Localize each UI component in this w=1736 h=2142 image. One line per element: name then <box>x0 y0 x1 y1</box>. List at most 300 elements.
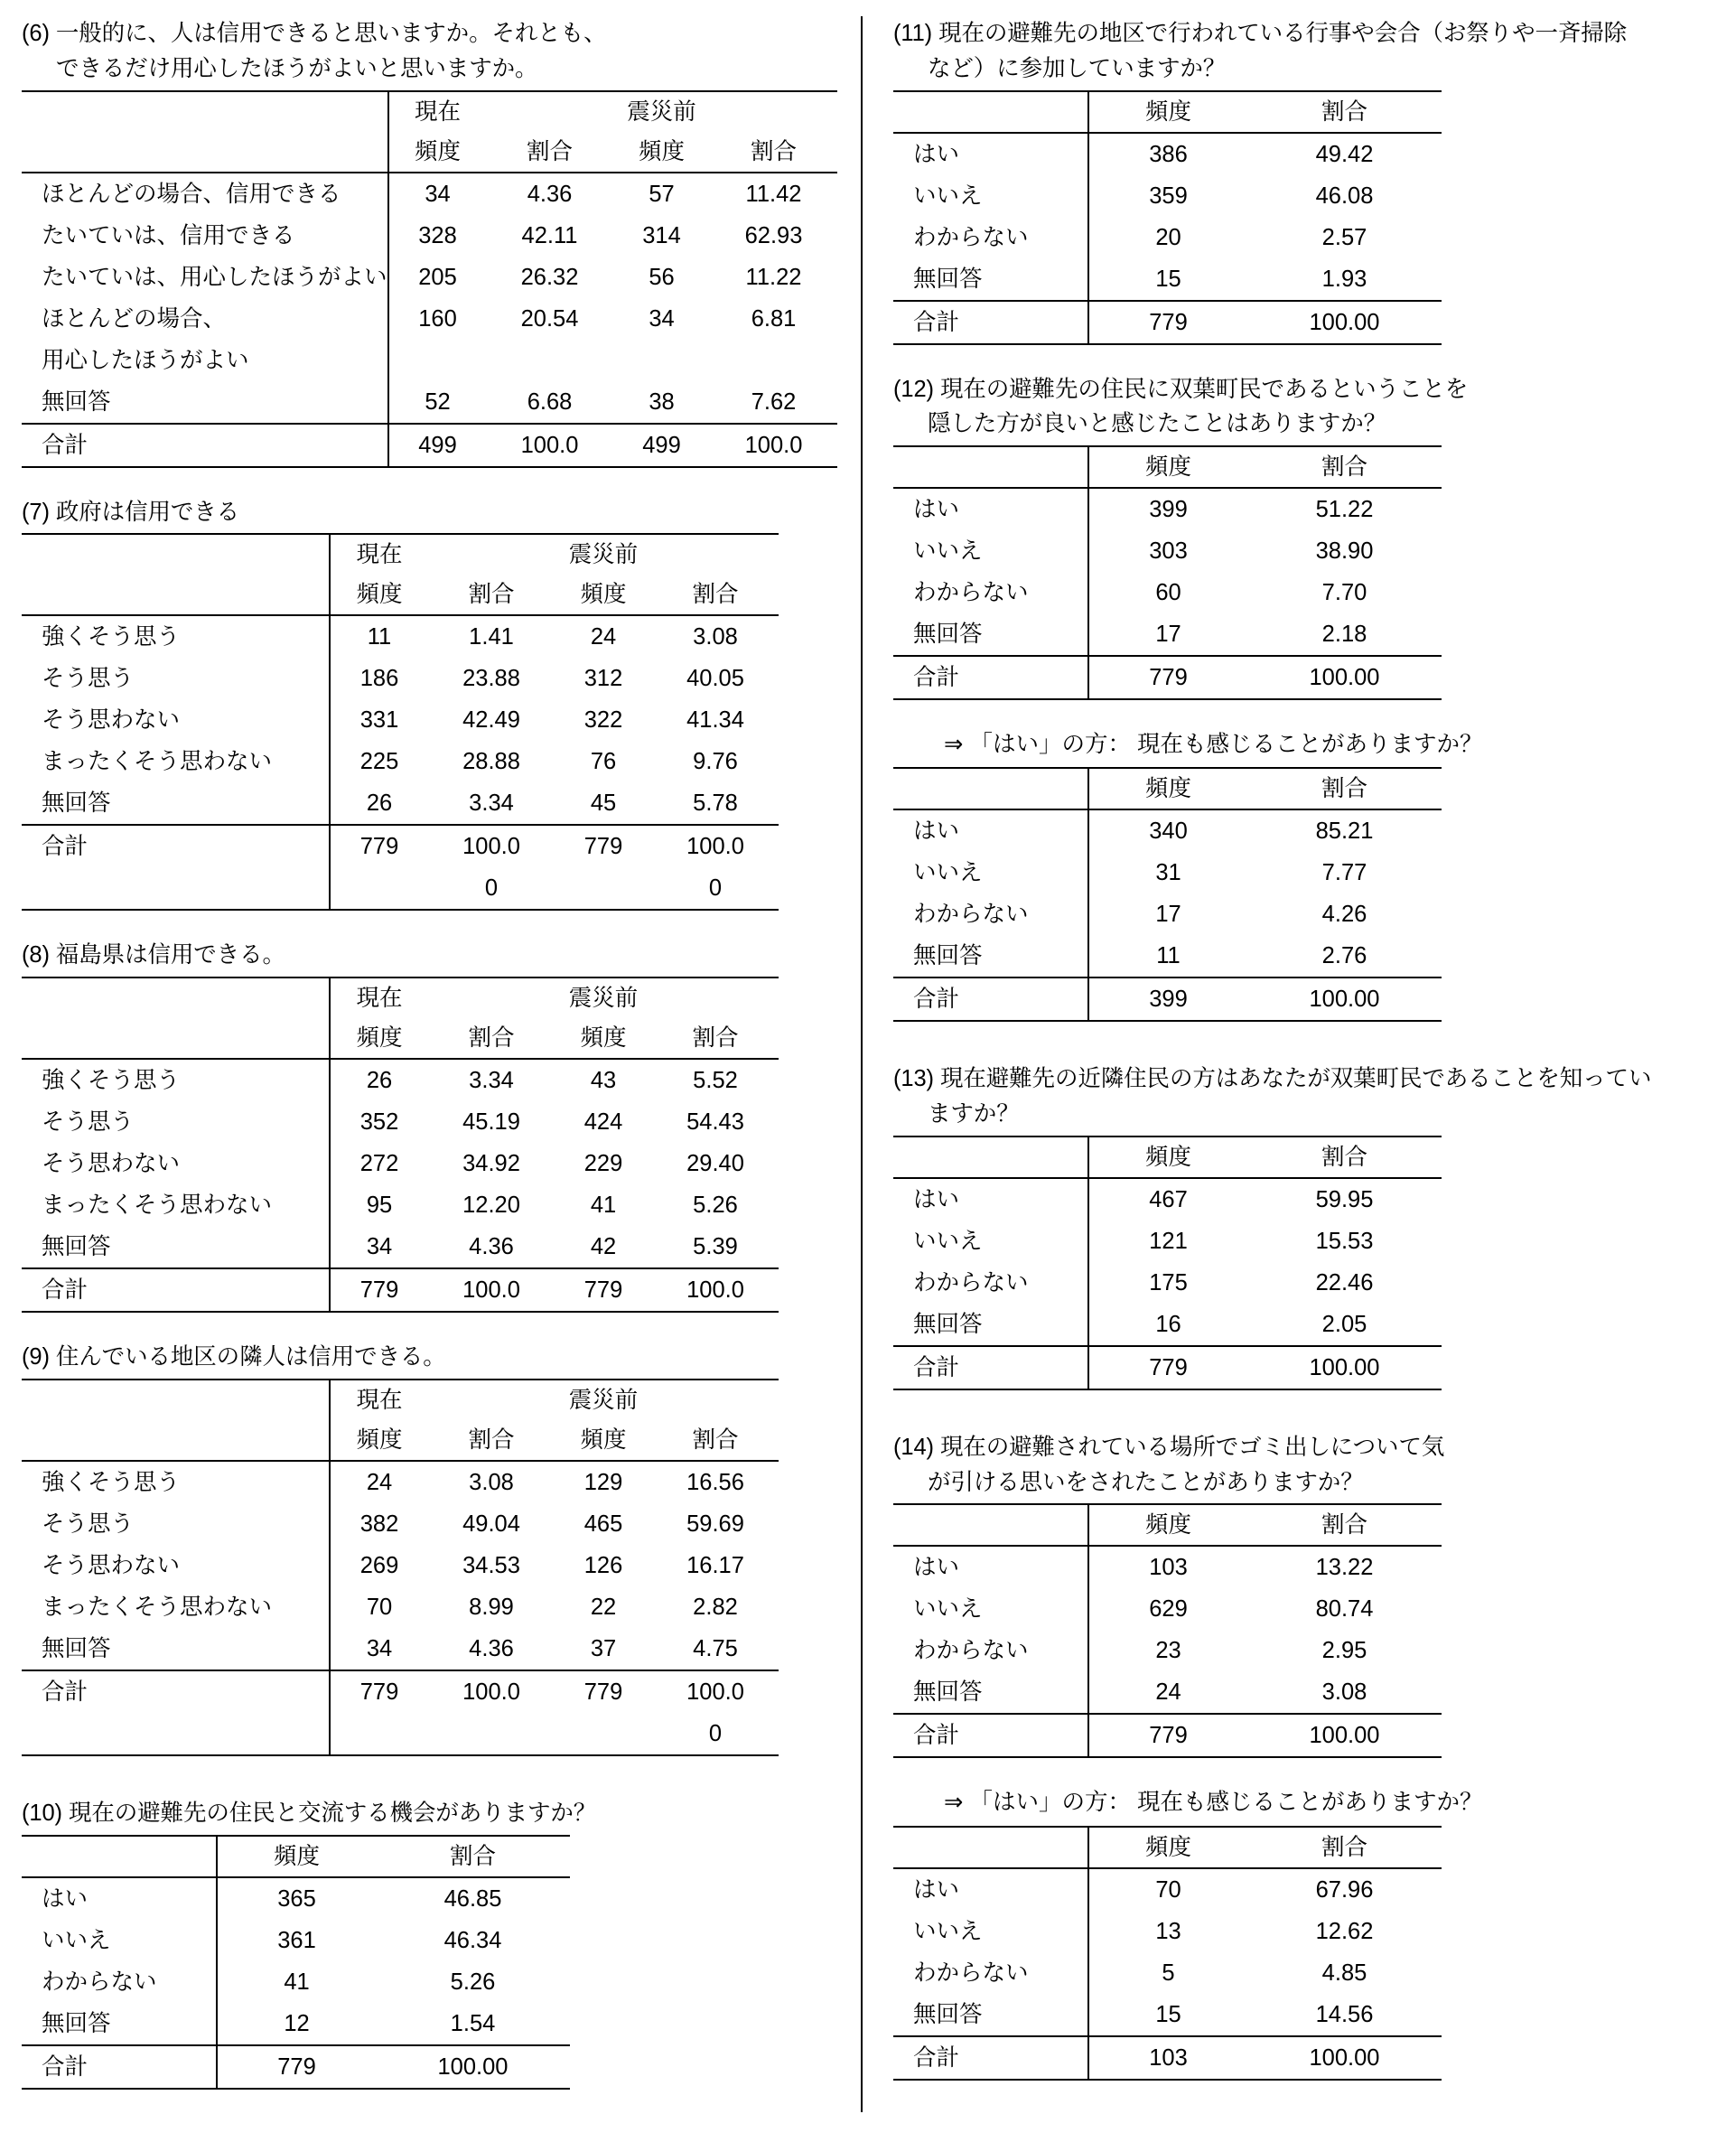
table-row <box>893 893 1442 935</box>
row-label: 無回答 <box>893 1994 1088 2036</box>
total-label: 合計 <box>893 656 1088 699</box>
question-heading-q9 <box>22 1340 837 1375</box>
row-label: わからない <box>913 580 1029 605</box>
table-row <box>893 1952 1442 1994</box>
cell-freq: 467 <box>1088 1178 1247 1221</box>
cell-freq-before: 56 <box>649 264 675 290</box>
cell-pct-before: 5.52 <box>693 1068 738 1093</box>
row-label: 無回答 <box>22 1226 330 1268</box>
col-header-freq-now: 頻度 <box>330 575 428 615</box>
cell-pct: 46.85 <box>443 1885 502 1912</box>
cell-freq-before: 41 <box>590 1193 617 1218</box>
total-freq-now: 779 <box>330 1268 428 1312</box>
cell-freq-before: 312 <box>583 666 623 692</box>
col-header-pct: 割合 <box>376 1836 570 1877</box>
col-header-freq: 頻度 <box>1088 446 1247 488</box>
cell-pct: 12.62 <box>1315 1918 1374 1944</box>
col-header-freq-before: 頻度 <box>555 1420 652 1461</box>
table-row <box>22 1628 779 1670</box>
cell-pct-now: 20.54 <box>520 305 579 332</box>
row-label: 強くそう思う <box>42 624 181 650</box>
row-label: 無回答 <box>22 782 330 825</box>
cell-freq: 5 <box>1088 1952 1247 1994</box>
cell-freq: 24 <box>1088 1671 1247 1714</box>
table-header-sub-row <box>893 446 1442 488</box>
col-header-freq-now: 頻度 <box>388 132 487 173</box>
cell-pct-before: 16.56 <box>686 1469 744 1495</box>
cell-pct: 2.18 <box>1247 613 1442 656</box>
table-total-row <box>893 301 1442 344</box>
total-label: 合計 <box>893 2036 1088 2080</box>
cell-pct-before: 16.17 <box>686 1552 744 1578</box>
cell-freq: 303 <box>1088 530 1247 572</box>
table-q8 <box>22 977 779 1313</box>
cell-freq-before: 38 <box>613 381 711 424</box>
cell-freq: 23 <box>1088 1630 1247 1671</box>
cell-pct-before: 3.08 <box>693 624 738 650</box>
total-freq-now: 499 <box>388 424 487 467</box>
total-pct-before-overflow: 0 <box>652 867 779 910</box>
cell-freq-now: 205 <box>388 257 487 298</box>
cell-freq-before: 34 <box>649 305 675 332</box>
cell-freq: 41 <box>217 1961 376 2003</box>
cell-freq-before: 45 <box>555 782 652 825</box>
cell-pct: 46.08 <box>1315 182 1374 209</box>
table-q7 <box>22 533 779 911</box>
cell-freq: 17 <box>1088 613 1247 656</box>
row-label: わからない <box>913 1960 1029 1986</box>
col-header-freq-before: 頻度 <box>613 132 711 173</box>
question-number: (13) <box>893 1066 934 1092</box>
row-label: まったくそう思わない <box>42 1193 273 1218</box>
table-total-row <box>22 424 837 467</box>
cell-freq-before: 229 <box>583 1151 623 1176</box>
col-header-pct: 割合 <box>1247 768 1442 809</box>
cell-pct-before: 4.75 <box>652 1628 779 1670</box>
row-label: 無回答 <box>893 935 1088 977</box>
table-total-row <box>893 1714 1442 1757</box>
cell-freq: 361 <box>217 1920 376 1961</box>
table-q10 <box>22 1835 570 2090</box>
col-group-before-a: 震災前 <box>613 91 711 132</box>
col-group-before-a: 震災前 <box>555 534 652 575</box>
cell-pct: 67.96 <box>1315 1876 1374 1903</box>
total-freq: 779 <box>217 2045 376 2089</box>
question-text-line1: 住んでいる地区の隣人は信用できる。 <box>55 1344 446 1370</box>
table-header-group-row <box>22 1380 779 1420</box>
row-label: まったくそう思わない <box>42 749 273 775</box>
question-number: (14) <box>893 1434 934 1460</box>
table-q12-followup <box>893 767 1442 1022</box>
table-total-overflow-row <box>22 867 779 910</box>
table-row <box>22 257 837 298</box>
table-total-row <box>22 825 779 867</box>
cell-freq-now: 225 <box>330 741 428 782</box>
table-total-overflow-row <box>22 1713 779 1755</box>
row-label: わからない <box>913 1638 1029 1664</box>
row-label: ほとんどの場合、 <box>42 305 227 332</box>
total-pct-before-overflow: 0 <box>652 1713 779 1755</box>
total-pct: 100.00 <box>376 2045 570 2089</box>
table-header-group-row <box>22 977 779 1018</box>
question-number: (10) <box>22 1800 62 1826</box>
table-row <box>893 572 1442 613</box>
cell-freq: 13 <box>1088 1911 1247 1952</box>
cell-freq: 340 <box>1088 809 1247 852</box>
cell-pct: 5.26 <box>450 1969 496 1995</box>
cell-pct-now: 4.36 <box>527 181 573 207</box>
total-label: 合計 <box>22 1268 330 1312</box>
cell-pct-before: 29.40 <box>686 1151 744 1176</box>
table-row <box>22 1586 779 1628</box>
followup-label-q14: ⇒ 「はい」の方： 現在も感じることがありますか？ <box>944 1790 1483 1816</box>
table-row <box>893 133 1442 175</box>
cell-freq-before: 126 <box>583 1552 623 1578</box>
row-label: 無回答 <box>893 258 1088 301</box>
cell-pct-now: 45.19 <box>462 1109 520 1135</box>
row-label: はい <box>913 818 960 845</box>
table-row <box>893 1630 1442 1671</box>
row-label: いいえ <box>42 1927 111 1953</box>
col-header-pct-before: 割合 <box>652 1420 779 1461</box>
cell-pct-now: 42.49 <box>462 707 520 734</box>
cell-pct-before: 2.82 <box>693 1594 738 1620</box>
col-header-freq: 頻度 <box>1088 768 1247 809</box>
row-label: いいえ <box>913 538 983 564</box>
row-label: わからない <box>913 1269 1029 1295</box>
cell-freq: 31 <box>1088 852 1247 893</box>
cell-pct: 22.46 <box>1315 1269 1374 1295</box>
total-freq-now: 779 <box>330 1670 428 1713</box>
cell-pct-now: 3.34 <box>469 1068 514 1093</box>
row-label: いいえ <box>913 1228 983 1254</box>
total-label: 合計 <box>42 1679 89 1705</box>
table-row <box>893 217 1442 258</box>
col-header-freq: 頻度 <box>1088 1827 1247 1868</box>
col-header-pct-now: 割合 <box>428 575 555 615</box>
cell-freq: 359 <box>1088 175 1247 217</box>
table-row <box>22 1184 779 1226</box>
table-q13 <box>893 1136 1442 1390</box>
cell-pct-now: 49.04 <box>462 1511 520 1537</box>
row-label: わからない <box>913 224 1029 250</box>
total-freq: 779 <box>1088 1346 1247 1389</box>
cell-pct-now: 42.11 <box>521 222 578 248</box>
col-header-freq: 頻度 <box>217 1836 376 1877</box>
table-row-continuation <box>22 340 837 381</box>
cell-freq-before: 465 <box>583 1511 623 1537</box>
col-header-pct: 割合 <box>1247 1827 1442 1868</box>
cell-freq-now: 52 <box>388 381 487 424</box>
cell-pct-now: 34.53 <box>462 1552 520 1578</box>
cell-pct: 3.08 <box>1247 1671 1442 1714</box>
question-text-line1: 現在の避難先の住民に双葉町民であるということを <box>939 376 1469 402</box>
row-label: 無回答 <box>22 381 388 424</box>
table-header-sub-row <box>22 1836 570 1877</box>
row-label: わからない <box>42 1969 157 1995</box>
column-divider <box>861 16 863 2112</box>
question-text-line1: 政府は信用できる <box>55 499 240 525</box>
question-text-line1: 現在の避難先の住民と交流する機会がありますか？ <box>68 1800 597 1826</box>
cell-pct: 15.53 <box>1315 1228 1374 1254</box>
table-q12 <box>893 445 1442 700</box>
cell-freq-now: 24 <box>330 1461 428 1503</box>
total-pct: 100.00 <box>1247 1346 1442 1389</box>
cell-pct: 38.90 <box>1315 538 1374 564</box>
cell-freq-before: 42 <box>555 1226 652 1268</box>
table-total-row <box>893 1346 1442 1389</box>
row-label: 無回答 <box>22 2003 217 2045</box>
cell-pct: 80.74 <box>1315 1596 1374 1623</box>
cell-freq: 365 <box>217 1877 376 1920</box>
cell-freq-before: 424 <box>583 1109 623 1135</box>
cell-freq-now: 26 <box>330 782 428 825</box>
cell-pct-before: 7.62 <box>711 381 837 424</box>
cell-freq: 60 <box>1088 572 1247 613</box>
question-heading-q14 <box>893 1430 1714 1501</box>
question-number: (12) <box>893 376 934 402</box>
cell-pct-now: 34.92 <box>462 1151 520 1176</box>
total-label: 合計 <box>42 834 89 860</box>
cell-pct-before: 5.78 <box>652 782 779 825</box>
cell-freq: 629 <box>1088 1588 1247 1630</box>
cell-pct-before: 59.69 <box>686 1511 744 1537</box>
col-header-pct-before: 割合 <box>711 132 837 173</box>
col-group-now-a: 現在 <box>330 534 428 575</box>
table-row <box>22 1226 779 1268</box>
cell-freq-before: 129 <box>583 1469 623 1495</box>
cell-pct-before: 41.34 <box>686 707 744 734</box>
total-freq-before: 779 <box>555 1268 652 1312</box>
total-pct-before: 100.0 <box>711 424 837 467</box>
total-pct: 100.00 <box>1247 301 1442 344</box>
total-pct: 100.00 <box>1247 977 1442 1021</box>
col-header-pct-now: 割合 <box>428 1420 555 1461</box>
cell-freq-before: 57 <box>649 181 675 207</box>
table-row <box>22 1143 779 1184</box>
table-row <box>22 658 779 699</box>
col-header-pct-now: 割合 <box>428 1018 555 1059</box>
table-row <box>893 1588 1442 1630</box>
followup-label-q12: ⇒ 「はい」の方： 現在も感じることがありますか？ <box>944 732 1483 757</box>
total-pct-before: 100.0 <box>686 834 744 860</box>
total-label: 合計 <box>893 1714 1088 1757</box>
row-label: わからない <box>913 902 1029 928</box>
cell-freq: 12 <box>217 2003 376 2045</box>
question-text-line2: できるだけ用心したほうがよいと思いますか。 <box>56 55 538 81</box>
row-label: ほとんどの場合、信用できる <box>42 181 341 207</box>
total-pct-now: 100.0 <box>462 834 520 860</box>
row-label: いいえ <box>913 1596 983 1623</box>
question-text-line1: 福島県は信用できる。 <box>55 942 285 968</box>
table-row <box>893 488 1442 530</box>
col-header-pct: 割合 <box>1247 1504 1442 1546</box>
table-row <box>22 782 779 825</box>
total-pct-now: 100.0 <box>462 1679 520 1705</box>
cell-pct-now: 3.08 <box>469 1469 514 1495</box>
cell-pct: 14.56 <box>1247 1994 1442 2036</box>
total-label: 合計 <box>893 977 1088 1021</box>
row-label: いいえ <box>913 860 983 886</box>
question-heading-q7 <box>22 495 837 530</box>
cell-pct: 46.34 <box>443 1927 502 1953</box>
row-label: たいていは、用心したほうがよい <box>42 264 387 290</box>
row-label: はい <box>913 1186 960 1212</box>
table-total-row <box>22 2045 570 2089</box>
question-heading-q10 <box>22 1796 837 1831</box>
cell-pct: 1.54 <box>376 2003 570 2045</box>
col-header-pct-now: 割合 <box>487 132 613 173</box>
table-header-group-row <box>22 91 837 132</box>
cell-freq-now: 34 <box>330 1226 428 1268</box>
cell-pct-now: 8.99 <box>469 1594 514 1620</box>
table-row <box>22 1545 779 1586</box>
row-label: そう思う <box>42 1511 135 1537</box>
table-header-sub-row <box>893 768 1442 809</box>
col-header-freq-before: 頻度 <box>555 575 652 615</box>
table-row <box>893 809 1442 852</box>
table-row <box>22 1877 570 1920</box>
cell-freq: 11 <box>1088 935 1247 977</box>
cell-pct-before: 9.76 <box>693 749 738 775</box>
table-row <box>893 258 1442 301</box>
table-row <box>893 530 1442 572</box>
table-row <box>893 1546 1442 1588</box>
table-header-sub-row <box>893 91 1442 133</box>
total-freq: 779 <box>1088 1714 1247 1757</box>
table-header-group-row <box>22 534 779 575</box>
cell-pct-now: 12.20 <box>462 1193 520 1218</box>
total-label: 合計 <box>22 2045 217 2089</box>
question-text-line2: など）に参加していますか？ <box>928 55 1227 81</box>
question-number: (9) <box>22 1344 50 1370</box>
table-row <box>22 615 779 658</box>
cell-pct-before: 62.93 <box>744 222 803 248</box>
total-freq: 779 <box>1088 301 1247 344</box>
cell-pct: 2.05 <box>1247 1304 1442 1346</box>
table-row <box>22 173 837 215</box>
table-q11 <box>893 90 1442 345</box>
cell-freq: 70 <box>1088 1868 1247 1911</box>
question-heading-q12 <box>893 372 1714 443</box>
col-group-now-a: 現在 <box>388 91 487 132</box>
table-row <box>22 741 779 782</box>
table-row <box>22 381 837 424</box>
cell-pct: 85.21 <box>1315 818 1374 845</box>
cell-pct: 13.22 <box>1315 1555 1374 1581</box>
row-label: そう思う <box>42 1109 135 1135</box>
row-label: まったくそう思わない <box>42 1594 273 1620</box>
question-number: (8) <box>22 942 50 968</box>
table-header-sub-row <box>22 132 837 173</box>
cell-freq-before: 314 <box>642 222 681 248</box>
total-label: 合計 <box>22 424 388 467</box>
cell-pct-before: 11.22 <box>745 264 802 290</box>
table-header-sub-row <box>893 1136 1442 1178</box>
table-row <box>22 1961 570 2003</box>
table-total-row <box>22 1268 779 1312</box>
row-label: はい <box>913 1555 960 1581</box>
table-total-row <box>893 2036 1442 2080</box>
table-total-row <box>893 977 1442 1021</box>
cell-freq-now: 160 <box>388 298 487 340</box>
table-row <box>893 935 1442 977</box>
row-label: 無回答 <box>893 1671 1088 1714</box>
table-row <box>893 1994 1442 2036</box>
total-freq: 103 <box>1088 2036 1247 2080</box>
cell-pct-now: 6.68 <box>487 381 613 424</box>
question-text-line1: 現在避難先の近隣住民の方はあなたが双葉町民であることを知ってい <box>939 1066 1652 1092</box>
cell-freq-before: 76 <box>590 749 617 775</box>
cell-pct: 7.77 <box>1321 860 1367 886</box>
total-label: 合計 <box>893 1346 1088 1389</box>
cell-freq: 20 <box>1088 217 1247 258</box>
cell-pct: 4.26 <box>1321 902 1367 928</box>
row-label: 強くそう思う <box>42 1068 181 1093</box>
total-pct-now-overflow: 0 <box>428 867 555 910</box>
table-row <box>22 699 779 741</box>
cell-freq: 175 <box>1088 1262 1247 1304</box>
table-row <box>893 1911 1442 1952</box>
table-header-sub-row <box>22 575 779 615</box>
cell-freq-now: 95 <box>330 1184 428 1226</box>
question-heading-q8 <box>22 938 837 973</box>
cell-pct-before: 11.42 <box>745 181 802 207</box>
table-row <box>893 1221 1442 1262</box>
col-header-freq: 頻度 <box>1088 91 1247 133</box>
total-pct-before: 100.0 <box>652 1268 779 1312</box>
cell-pct-now: 28.88 <box>462 749 520 775</box>
table-row <box>893 1304 1442 1346</box>
question-heading-q11 <box>893 16 1714 87</box>
cell-pct-before: 5.39 <box>652 1226 779 1268</box>
col-group-now-a: 現在 <box>330 977 428 1018</box>
row-label: そう思わない <box>42 1552 181 1578</box>
table-row <box>893 1868 1442 1911</box>
cell-freq-now: 352 <box>330 1101 428 1143</box>
table-total-row <box>22 1670 779 1713</box>
table-header-sub-row <box>22 1018 779 1059</box>
col-group-before-a: 震災前 <box>555 1380 652 1420</box>
question-text-line2: が引ける思いをされたことがありますか？ <box>928 1469 1364 1495</box>
row-label: はい <box>913 497 960 522</box>
total-pct: 100.00 <box>1247 2036 1442 2080</box>
question-text-line1: 現在の避難先の地区で行われている行事や会合（お祭りや一斉掃除 <box>938 21 1628 46</box>
cell-pct: 51.22 <box>1315 497 1374 522</box>
row-label: 無回答 <box>893 613 1088 656</box>
cell-pct: 7.70 <box>1321 580 1367 605</box>
cell-freq-now: 34 <box>388 173 487 215</box>
col-header-freq-now: 頻度 <box>330 1420 428 1461</box>
table-row <box>22 298 837 340</box>
total-pct: 100.00 <box>1247 1714 1442 1757</box>
row-label: いいえ <box>913 1918 983 1944</box>
cell-freq-now: 26 <box>330 1059 428 1101</box>
question-heading-q13 <box>893 1062 1714 1132</box>
row-label: 無回答 <box>893 1304 1088 1346</box>
cell-pct-now: 4.36 <box>428 1226 555 1268</box>
table-header-sub-row <box>22 1420 779 1461</box>
question-text-line2: ますか？ <box>928 1101 1020 1127</box>
cell-freq-now: 70 <box>330 1586 428 1628</box>
table-row <box>22 1461 779 1503</box>
total-freq-before: 779 <box>583 1679 623 1705</box>
cell-pct-now: 3.34 <box>428 782 555 825</box>
left-column <box>22 16 861 2142</box>
table-header-sub-row <box>893 1827 1442 1868</box>
cell-freq-before: 22 <box>590 1594 617 1620</box>
total-freq: 779 <box>1088 656 1247 699</box>
